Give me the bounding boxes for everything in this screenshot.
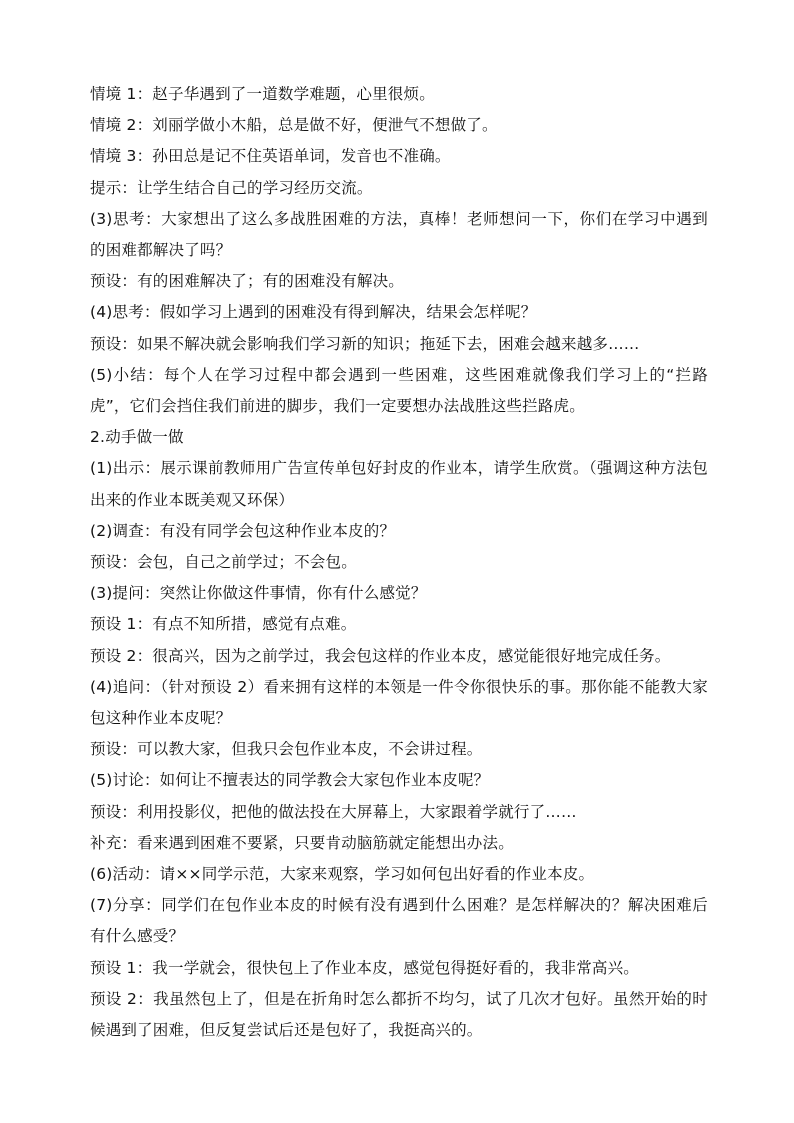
paragraph-preset: 预设：可以教大家，但我只会包作业本皮，不会讲过程。 <box>90 740 483 759</box>
paragraph-scenario-3: 情境 3：孙田总是记不住英语单词，发音也不准确。 <box>90 147 451 166</box>
paragraph-preset: 预设：会包，自己之前学过；不会包。 <box>90 553 357 572</box>
paragraph-preset-1: 预设 1：有点不知所措，感觉有点难。 <box>90 615 357 634</box>
paragraph-share: (7)分享：同学们在包作业本皮的时候有没有遇到什么困难？是怎样解决的？解决困难后有什么感受？ <box>90 896 708 946</box>
paragraph-preset: 预设：利用投影仪，把他的做法投在大屏幕上，大家跟着学就行了…… <box>90 802 577 821</box>
paragraph-hint: 提示：让学生结合自己的学习经历交流。 <box>90 178 373 197</box>
paragraph-survey: (2)调查：有没有同学会包这种作业本皮的？ <box>90 521 396 540</box>
paragraph-preset-1: 预设 1：我一学就会，很快包上了作业本皮，感觉包得挺好看的，我非常高兴。 <box>90 958 639 977</box>
paragraph-activity: (6)活动：请××同学示范，大家来观察，学习如何包出好看的作业本皮。 <box>90 865 595 884</box>
paragraph-follow-up: (4)追问：（针对预设 2）看来拥有这样的本领是一件令你很快乐的事。那你能不能教大家包这种作业本皮呢？ <box>90 677 708 728</box>
paragraph-supplement: 补充：看来遇到困难不要紧，只要肯动脑筋就定能想出办法。 <box>90 833 514 852</box>
paragraph-discussion: (5)讨论：如何让不擅表达的同学教会大家包作业本皮呢？ <box>90 771 490 790</box>
paragraph-think-3: (3)思考：大家想出了这么多战胜困难的方法，真棒！老师想问一下，你们在学习中遇到的困难都解决了吗？ <box>90 209 708 260</box>
paragraph-preset: 预设：有的困难解决了；有的困难没有解决。 <box>90 272 405 291</box>
paragraph-preset: 预设：如果不解决就会影响我们学习新的知识；拖延下去，困难会越来越多…… <box>90 334 640 353</box>
section-heading: 2.动手做一做 <box>90 428 184 447</box>
paragraph-scenario-2: 情境 2：刘丽学做小木船，总是做不好，便泄气不想做了。 <box>90 116 498 135</box>
paragraph-show: (1)出示：展示课前教师用广告宣传单包好封皮的作业本，请学生欣赏。（强调这种方法包出来的作业本既美观又环保） <box>90 459 708 509</box>
paragraph-summary: (5)小结：每个人在学习过程中都会遇到一些困难，这些困难就像我们学习上的“拦路虎”，它们会挡住我们前进的脚步，我们一定要想办法战胜这些拦路虎。 <box>90 365 708 416</box>
paragraph-scenario-1: 情境 1：赵子华遇到了一道数学难题，心里很烦。 <box>90 85 435 103</box>
document-page <box>90 79 708 1046</box>
paragraph-question: (3)提问：突然让你做这件事情，你有什么感觉？ <box>90 584 427 603</box>
paragraph-think-4: (4)思考：假如学习上遇到的困难没有得到解决，结果会怎样呢？ <box>90 303 537 322</box>
paragraph-preset-2: 预设 2：很高兴，因为之前学过，我会包这样的作业本皮，感觉能很好地完成任务。 <box>90 646 671 665</box>
paragraph-preset-2: 预设 2：我虽然包上了，但是在折角时怎么都折不均匀，试了几次才包好。虽然开始的时候遇到了困难，但反复尝试后还是包好了，我挺高兴的。 <box>90 989 708 1040</box>
